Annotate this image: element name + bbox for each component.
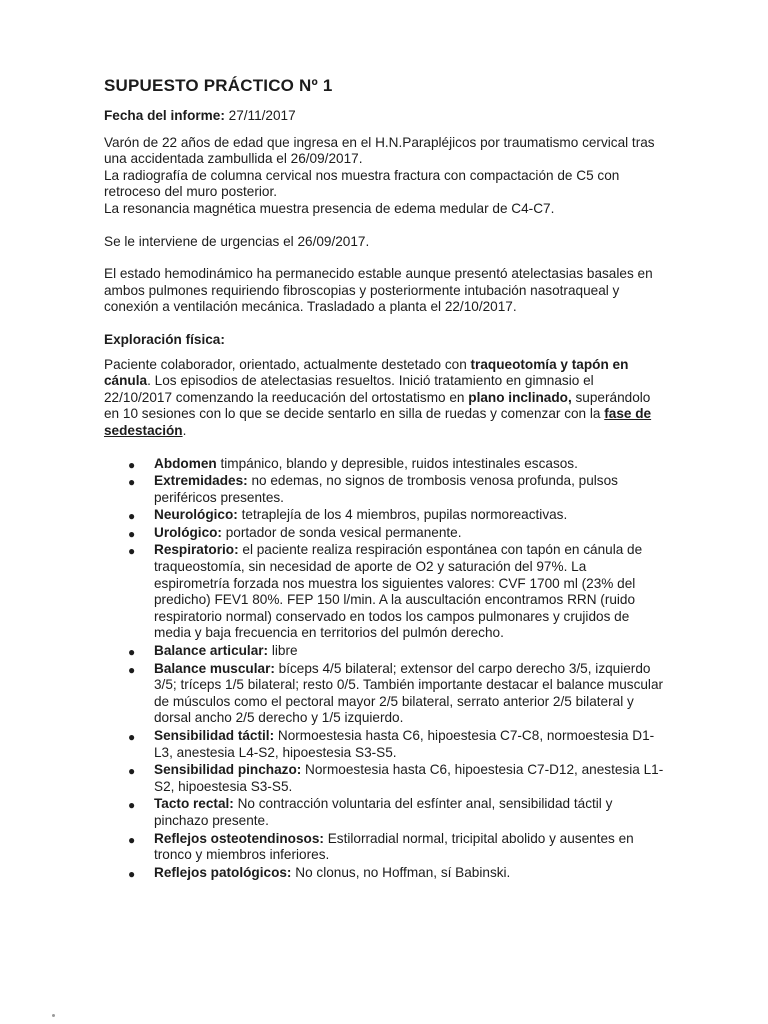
hemodynamic-paragraph: El estado hemodinámico ha permanecido estable aunque presentó atelectasias basales en ambos pulmones requiriendo fibroscopias y posteriormente intubación nasotraqueal y conexión a ventilación mecánica. Trasladado a planta el 22/10/2017. — [104, 266, 653, 315]
exploration-text: superándolo en 10 sesiones con lo que se decide sentarlo en silla de ruedas y comenzar con la — [104, 389, 651, 422]
finding-text: tetraplejía de los 4 miembros, pupilas normoreactivas. — [237, 507, 568, 523]
exploration-text: Paciente colaborador, orientado, actualmente destetado con — [104, 356, 471, 372]
bullet-icon: ● — [128, 475, 136, 490]
bullet-icon: ● — [128, 730, 136, 744]
finding-text: No clonus, no Hoffman, sí Babinski. — [291, 864, 511, 880]
finding-text: No contracción voluntaria del esfínter anal, sensibilidad táctil y pinchazo presente. — [154, 796, 613, 828]
list-item — [128, 542, 664, 642]
list-item — [128, 456, 664, 473]
list-item — [128, 728, 664, 761]
intro-line: La resonancia magnética muestra presencia de edema medular de C4-C7. — [104, 200, 555, 216]
finding-text: el paciente realiza respiración espontánea con tapón en cánula de traqueostomía, sin necesidad de aporte de O2 y saturación del 97%. La espirometría forzada nos muestra los siguientes valores: CVF 1700 ml (23% del predicho) FEV1 80%. FEP 150 l/min. A la auscultación encontramos RRN (ruido respiratorio normal) conservado en todos los campos pulmonares y crujidos de media y baja frecuencia en territorios del pulmón derecho. — [154, 542, 643, 641]
intro-line: Varón de 22 años de edad que ingresa en el H.N.Parapléjicos por traumatismo cervical tras una accidentada zambullida el 26/09/2017. — [104, 134, 655, 167]
list-item — [128, 507, 664, 524]
finding-label: Neurológico: — [154, 507, 238, 523]
bullet-icon: ● — [128, 544, 136, 559]
document-title: SUPUESTO PRÁCTICO Nº 1 — [104, 76, 333, 95]
exploration-heading: Exploración física: — [104, 331, 225, 347]
surgery-paragraph: Se le interviene de urgencias el 26/09/2017. — [104, 233, 370, 249]
document-page — [104, 76, 664, 882]
list-item — [128, 831, 664, 864]
finding-label: Respiratorio: — [154, 542, 239, 558]
findings-list — [104, 456, 664, 882]
bullet-icon: ● — [128, 832, 136, 847]
finding-label: Sensibilidad pinchazo: — [154, 762, 302, 778]
list-item — [128, 661, 664, 727]
finding-text: no edemas, no signos de trombosis venosa profunda, pulsos periféricos presentes. — [154, 473, 618, 505]
bullet-icon: ● — [128, 457, 136, 472]
report-date-value: 27/11/2017 — [224, 108, 296, 123]
finding-label: Extremidades: — [154, 473, 248, 489]
intro-paragraph — [104, 135, 664, 218]
list-item — [128, 525, 664, 542]
list-item — [128, 762, 664, 795]
list-item — [128, 643, 664, 660]
bullet-icon: ● — [128, 645, 136, 660]
list-item — [128, 796, 664, 829]
finding-text: Normoestesia hasta C6, hipoestesia C7-C8, normoestesia D1-L3, anestesia L4-S2, hipoestesia S3-S5. — [154, 728, 655, 760]
finding-label: Reflejos patológicos: — [154, 864, 292, 880]
bullet-icon: ● — [128, 526, 136, 541]
report-date — [104, 108, 664, 125]
exploration-emphasis-underlined: fase de sedestación — [104, 406, 652, 438]
scan-speck — [52, 1014, 55, 1017]
finding-text: timpánico, blando y depresible, ruidos intestinales escasos. — [216, 455, 578, 471]
exploration-text: . — [182, 422, 187, 438]
finding-label: Abdomen — [154, 455, 217, 471]
exploration-emphasis: plano inclinado, — [468, 389, 572, 405]
intro-line: La radiografía de columna cervical nos muestra fractura con compactación de C5 con retroceso del muro posterior. — [104, 167, 620, 200]
finding-text: portador de sonda vesical permanente. — [221, 524, 462, 540]
exploration-paragraph — [104, 357, 664, 440]
finding-label: Balance articular: — [154, 643, 269, 659]
finding-text: Estilorradial normal, tricipital abolido y ausentes en tronco y miembros inferiores. — [154, 830, 634, 863]
finding-label: Urológico: — [154, 524, 222, 540]
finding-text: Normoestesia hasta C6, hipoestesia C7-D12, anestesia L1-S2, hipoestesia S3-S5. — [154, 762, 664, 794]
list-item — [128, 865, 664, 882]
bullet-icon: ● — [128, 764, 136, 779]
finding-label: Sensibilidad táctil: — [154, 728, 275, 743]
finding-label: Tacto rectal: — [154, 796, 234, 812]
exploration-emphasis: traqueotomía y tapón en cánula — [104, 356, 629, 389]
bullet-icon: ● — [128, 866, 136, 881]
bullet-icon: ● — [128, 662, 136, 677]
finding-label: Reflejos osteotendinosos: — [154, 830, 324, 846]
report-date-label: Fecha del informe: — [104, 108, 225, 123]
finding-label: Balance muscular: — [154, 660, 275, 676]
bullet-icon: ● — [128, 509, 136, 524]
finding-text: libre — [268, 643, 298, 659]
finding-text: bíceps 4/5 bilateral; extensor del carpo derecho 3/5, izquierdo 3/5; tríceps 1/5 bilateral; resto 0/5. También importante destacar el balance muscular de músculos como el pectoral mayor 2/5 bilateral, serrato anterior 2/5 bilateral y dorsal ancho 2/5 derecho y 1/5 izquierdo. — [154, 660, 664, 726]
bullet-icon: ● — [128, 798, 136, 813]
exploration-text: . Los episodios de atelectasias resueltos. Inició tratamiento en gimnasio el 22/10/2017 comenzando la reeducación del ortostatismo en — [104, 373, 594, 405]
list-item — [128, 473, 664, 506]
